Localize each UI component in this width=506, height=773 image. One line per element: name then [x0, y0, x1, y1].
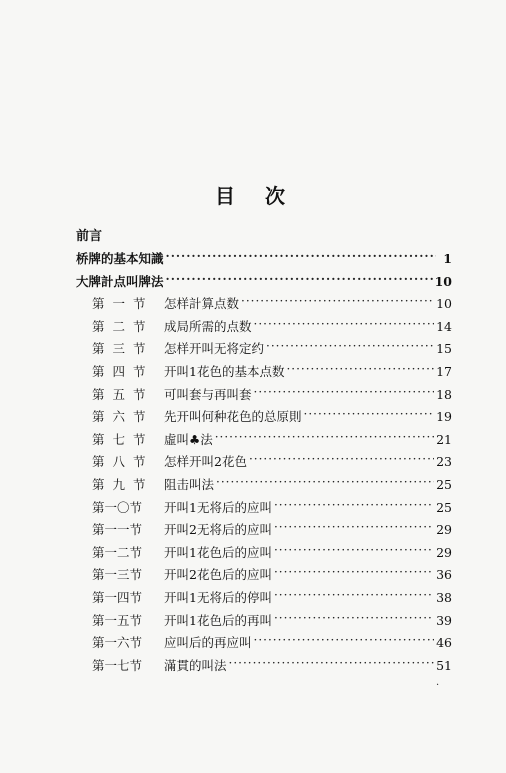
- toc-entry-title: 桥牌的基本知識: [76, 251, 164, 266]
- toc-page-number: 29: [436, 544, 452, 560]
- toc-page-number: 25: [436, 476, 452, 492]
- toc-entry: [76, 316, 452, 339]
- toc-entry-title: 可叫套与再叫套: [164, 386, 252, 402]
- toc-dot-leader: [274, 588, 434, 602]
- toc-dot-leader: [274, 520, 434, 534]
- toc-section-number: 第一七节: [92, 657, 143, 673]
- toc-entry: [76, 293, 452, 316]
- toc-dot-leader: [274, 611, 434, 625]
- toc-entry: [76, 497, 452, 520]
- toc-entry: [76, 542, 452, 565]
- toc-preface: 前言: [76, 229, 103, 244]
- toc-dot-leader: [254, 317, 435, 331]
- toc-section-number: 第三节: [92, 341, 154, 357]
- toc-dot-leader: [274, 565, 434, 579]
- toc-section-number: 第一六节: [92, 635, 143, 651]
- toc-dot-leader: [229, 656, 435, 670]
- toc-entry: [76, 655, 452, 678]
- toc-page-number: 14: [436, 318, 452, 334]
- toc-entry-title: 开叫1花色的基本点数: [164, 363, 285, 379]
- toc-page-number: 18: [436, 386, 452, 402]
- toc-entry: [76, 248, 452, 271]
- toc-section-number: 第一二节: [92, 544, 143, 560]
- toc-dot-leader: [241, 294, 434, 308]
- toc-entry: [76, 338, 452, 361]
- toc-dot-leader: [304, 407, 435, 421]
- toc-section-number: 第一〇节: [92, 499, 143, 515]
- toc-dot-leader: [166, 272, 433, 286]
- toc-section-number: 第七节: [92, 431, 154, 447]
- toc-page-number: 10: [434, 273, 452, 289]
- toc-entry-title: 开叫1花色后的应叫: [164, 544, 272, 560]
- toc-entry: [76, 406, 452, 429]
- toc-rows: [76, 248, 452, 677]
- toc-entry: [76, 610, 452, 633]
- toc-section-number: 第一四节: [92, 589, 143, 605]
- toc-entry-title: 怎样計算点数: [164, 296, 240, 312]
- toc-dot-leader: [254, 633, 435, 647]
- toc-page-number: 39: [436, 612, 452, 628]
- toc-entry-title: 开叫2无将后的应叫: [164, 522, 272, 538]
- toc-dot-leader: [274, 498, 434, 512]
- toc-dot-leader: [266, 339, 434, 353]
- toc-entry: [76, 361, 452, 384]
- toc-entry-title: 应叫后的再应叫: [164, 635, 252, 651]
- toc-dot-leader: [274, 543, 434, 557]
- toc-entry-title: 成局所需的点数: [164, 318, 252, 334]
- toc-page-number: 51: [436, 657, 452, 673]
- toc-section-number: 第一节: [92, 296, 154, 312]
- toc-entry: [76, 474, 452, 497]
- toc-page-number: 38: [436, 589, 452, 605]
- toc-entry-title: 阻击叫法: [164, 476, 215, 492]
- toc-entry: [76, 429, 452, 452]
- toc-section-number: 第一一节: [92, 522, 143, 538]
- toc-section-number: 第六节: [92, 409, 154, 425]
- toc-page-number: 17: [436, 363, 452, 379]
- toc-section-number: 第四节: [92, 363, 154, 379]
- toc-page-number: 25: [436, 499, 452, 515]
- toc-dot-leader: [254, 385, 435, 399]
- toc-dot-leader: [166, 249, 436, 263]
- toc-entry-title: 开叫1花色后的再叫: [164, 612, 272, 628]
- toc-entry: [76, 587, 452, 610]
- toc-section-number: 第八节: [92, 454, 154, 470]
- page-heading: 目次: [215, 184, 315, 208]
- toc-entry-title: 怎样开叫2花色: [164, 454, 247, 470]
- toc-page-number: 1: [443, 251, 452, 266]
- toc-section-number: 第一三节: [92, 567, 143, 583]
- table-of-contents: [76, 226, 452, 677]
- toc-entry-title: 怎样开叫无将定约: [164, 341, 265, 357]
- toc-entry-title: 开叫1无将后的停叫: [164, 589, 272, 605]
- toc-entry-title: 开叫2花色后的应叫: [164, 567, 272, 583]
- toc-page-number: 46: [436, 635, 452, 651]
- toc-section-number: 第二节: [92, 318, 154, 334]
- toc-entry: [76, 271, 452, 294]
- toc-page-number: 19: [436, 409, 452, 425]
- toc-page-number: 23: [436, 454, 452, 470]
- toc-entry-title: 大牌計点叫牌法: [76, 273, 164, 289]
- toc-section-number: 第五节: [92, 386, 154, 402]
- toc-page-number: 21: [436, 431, 452, 447]
- toc-page-number: 29: [436, 522, 452, 538]
- toc-dot-leader: [249, 452, 434, 466]
- toc-entry-title: 滿貫的叫法: [164, 657, 227, 673]
- toc-entry: [76, 564, 452, 587]
- page-mark: ·: [436, 680, 440, 691]
- toc-entry: [76, 632, 452, 655]
- toc-page-number: 15: [436, 341, 452, 357]
- toc-section-number: 第九节: [92, 476, 154, 492]
- toc-dot-leader: [215, 430, 434, 444]
- toc-page-number: 10: [436, 296, 452, 312]
- toc-dot-leader: [286, 362, 434, 376]
- toc-entry: [76, 519, 452, 542]
- toc-entry: [76, 384, 452, 407]
- toc-entry-title: 开叫1无将后的应叫: [164, 499, 272, 515]
- toc-section-number: 第一五节: [92, 612, 143, 628]
- toc-entry: [76, 451, 452, 474]
- toc-entry-title: 虛叫♣法: [164, 431, 213, 447]
- toc-dot-leader: [216, 475, 434, 489]
- toc-page-number: 36: [436, 567, 452, 583]
- toc-entry-title: 先开叫何种花色的总原則: [164, 409, 302, 425]
